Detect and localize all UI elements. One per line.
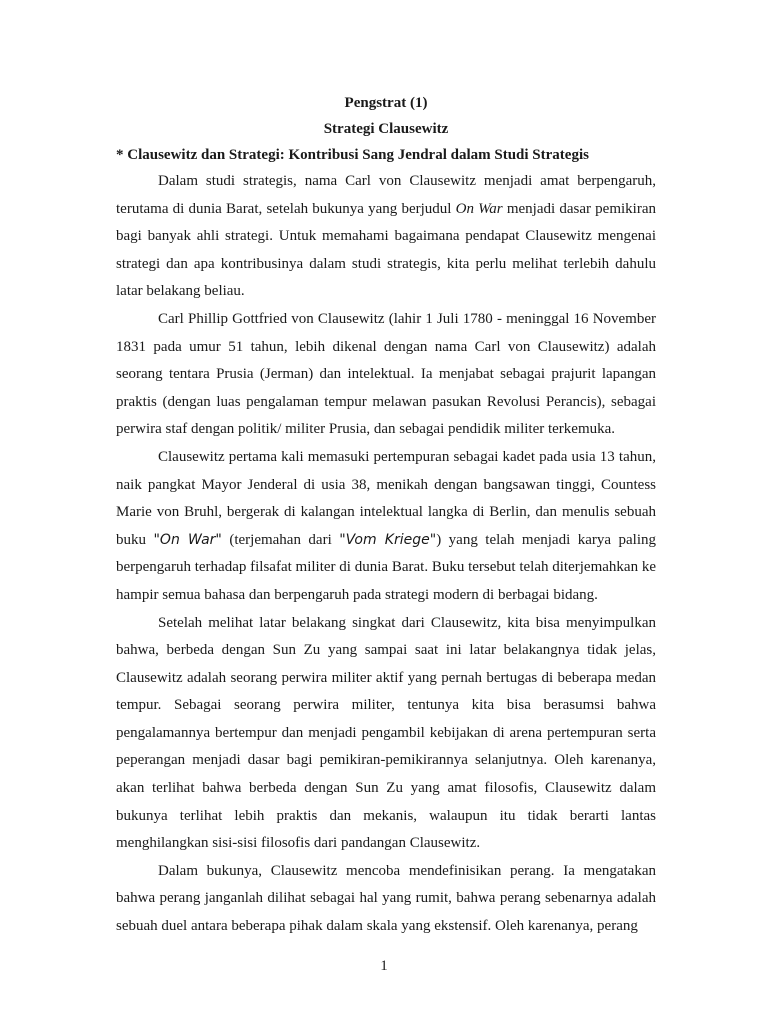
paragraph-1	[116, 168, 656, 306]
paragraph-5: Dalam bukunya, Clausewitz mencoba mendefinisikan perang. Ia mengatakan bahwa perang janganlah dilihat sebagai hal yang rumit, bahwa perang sebenarnya adalah sebuah duel antara beberapa pihak dalam skala yang ekstensif. Oleh karenanya, perang	[116, 862, 656, 935]
paragraph-3-text-b: (terjemahan dari	[221, 531, 340, 548]
document-title: Pengstrat (1)	[344, 95, 428, 111]
paragraph-3	[116, 444, 656, 610]
paragraph-2: Carl Phillip Gottfried von Clausewitz (lahir 1 Juli 1780 - meninggal 16 November 1831 pada umur 51 tahun, lebih dikenal dengan nama Carl von Clausewitz) adalah seorang tentara Prusia (Jerman) dan intelektual. Ia menjabat sebagai prajurit lapangan praktis (dengan luas pengalaman tempur melawan pasukan Revolusi Perancis), sebagai perwira staf dengan politik/ militer Prusia, dan sebagai pendidik militer terkemuka.	[116, 310, 656, 438]
book-title-on-war: On War	[455, 200, 503, 217]
document-subtitle: Strategi Clausewitz	[323, 121, 449, 137]
book-title-on-war-quoted: "On War"	[153, 531, 222, 548]
paragraph-1-text-a: Dalam studi strategis, nama Carl von Clausewitz menjadi amat berpengaruh, terutama di dunia Barat, setelah bukunya yang berjudul	[116, 173, 656, 217]
paragraph-3-text-a: Clausewitz pertama kali memasuki pertempuran sebagai kadet pada usia 13 tahun, naik pangkat Mayor Jenderal di usia 38, menikah dengan bangsawan tinggi, Countess Marie von Bruhl, bergerak di kalangan intelektual langka di Berlin, dan menulis sebuah buku	[116, 448, 656, 548]
paragraph-3-text-c: ) yang telah menjadi karya paling berpengaruh terhadap filsafat militer di dunia Barat. Buku tersebut telah diterjemahkan ke hampir semua bahasa dan berpengaruh pada strategi modern di berbagai bidang.	[116, 531, 657, 603]
section-heading: * Clausewitz dan Strategi: Kontribusi Sang Jendral dalam Studi Strategis	[116, 147, 589, 163]
paragraph-1-text-b: menjadi dasar pemikiran bagi banyak ahli strategi. Untuk memahami bagaimana pendapat Clausewitz mengenai strategi dan apa kontribusinya dalam studi strategis, kita perlu melihat terlebih dahulu latar belakang beliau.	[116, 200, 656, 300]
paragraph-4: Setelah melihat latar belakang singkat dari Clausewitz, kita bisa menyimpulkan bahwa, berbeda dengan Sun Zu yang sampai saat ini latar belakangnya tidak jelas, Clausewitz adalah seorang perwira militer aktif yang pernah bertugas di beberapa medan tempur. Sebagai seorang perwira militer, tentunya kita bisa berasumsi bahwa pengalamannya bertempur dan menjadi pengambil kebijakan di arena pertempuran serta peperangan menjadi dasar bagi pemikiran-pemikirannya selanjutnya. Oleh karenanya, akan terlihat bahwa berbeda dengan Sun Zu yang amat filosofis, Clausewitz dalam bukunya terlihat lebih praktis dan mekanis, walaupun itu tidak berarti lantas menghilangkan sisi-sisi filosofis dari pandangan Clausewitz.	[116, 614, 656, 852]
page-content	[116, 90, 656, 941]
book-title-vom-kriege: "Vom Kriege"	[339, 531, 437, 548]
page-number: 1	[380, 958, 388, 974]
